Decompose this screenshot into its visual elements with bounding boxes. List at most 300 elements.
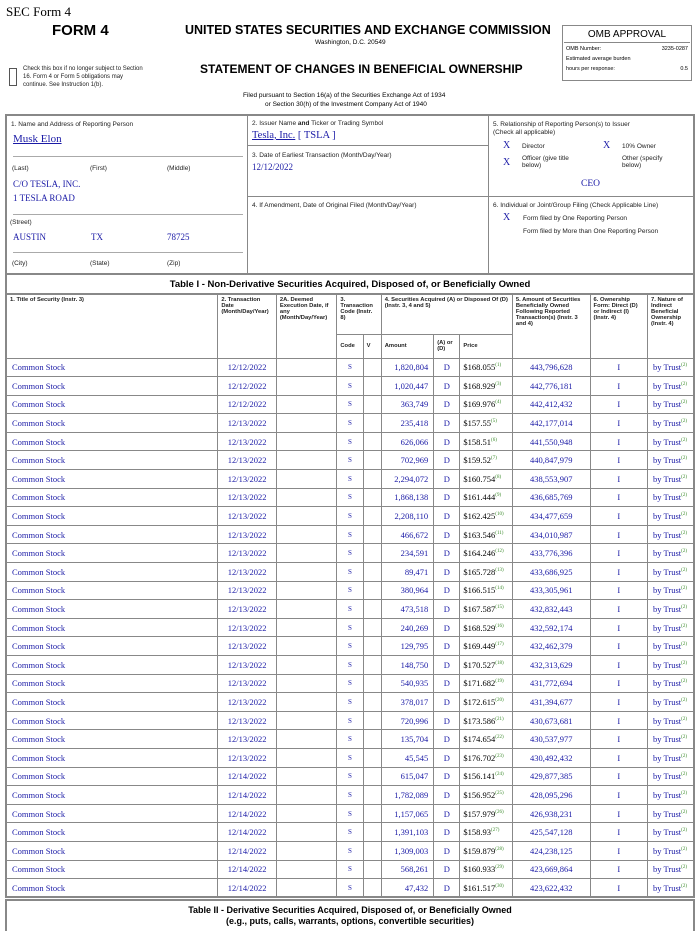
nature-footnote: (2)	[681, 623, 687, 629]
table-row	[6, 358, 694, 377]
nature-footnote: (2)	[681, 698, 687, 704]
nature-footnote: (2)	[681, 437, 687, 443]
transaction-v	[363, 823, 381, 842]
amount-owned: 432,832,443	[512, 600, 590, 619]
security-title: Common Stock	[6, 563, 218, 582]
table1-title: Table I - Non-Derivative Securities Acquired, Disposed of, or Beneficially Owned	[5, 275, 695, 295]
amount: 47,432	[381, 879, 433, 898]
price-footnote: (10)	[495, 512, 504, 518]
amount: 720,996	[381, 711, 433, 730]
transaction-date: 12/13/2022	[218, 600, 277, 619]
table-row	[6, 563, 694, 582]
transaction-code: S	[337, 879, 363, 898]
nature-footnote: (2)	[681, 363, 687, 369]
transaction-date: 12/13/2022	[218, 693, 277, 712]
transaction-v	[363, 414, 381, 433]
nature-cell	[648, 470, 694, 489]
price-cell	[460, 730, 512, 749]
price-footnote: (19)	[495, 679, 504, 685]
amount-owned: 442,776,181	[512, 377, 590, 396]
deemed-execution-date	[276, 432, 337, 451]
price-cell	[460, 841, 512, 860]
nature-cell	[648, 767, 694, 786]
price-cell	[460, 488, 512, 507]
deemed-execution-date	[276, 414, 337, 433]
transaction-v	[363, 358, 381, 377]
security-title: Common Stock	[6, 581, 218, 600]
header-nature-indirect: 7. Nature of Indirect Beneficial Ownership (Instr. 4)	[648, 294, 694, 358]
table-row	[6, 786, 694, 805]
transaction-v	[363, 767, 381, 786]
deemed-execution-date	[276, 358, 337, 377]
ownership-form: I	[590, 879, 648, 898]
nature-footnote: (2)	[681, 642, 687, 648]
price: $165.728	[463, 566, 496, 577]
director-checkmark[interactable]: X	[503, 140, 511, 151]
transaction-v	[363, 674, 381, 693]
box4-amendment	[248, 197, 489, 275]
table2-title: Table II - Derivative Securities Acquired, Disposed of, or Beneficially Owned	[188, 905, 512, 915]
nature-cell	[648, 804, 694, 823]
security-title: Common Stock	[6, 451, 218, 470]
amount-owned: 425,547,128	[512, 823, 590, 842]
box1-reporting-person	[7, 116, 248, 275]
state-label: (State)	[90, 260, 110, 267]
nature: by Trust	[653, 473, 682, 484]
deemed-execution-date	[276, 600, 337, 619]
amount-owned: 433,686,925	[512, 563, 590, 582]
transaction-v	[363, 637, 381, 656]
price: $161.517	[463, 882, 496, 893]
amount: 240,269	[381, 618, 433, 637]
price-cell	[460, 748, 512, 767]
amount: 1,782,089	[381, 786, 433, 805]
street-line2: 1 TESLA ROAD	[13, 193, 75, 203]
table-row	[6, 730, 694, 749]
amount: 615,047	[381, 767, 433, 786]
price: $162.425	[463, 511, 496, 522]
nature: by Trust	[653, 845, 682, 856]
ownership-form: I	[590, 414, 648, 433]
nature-cell	[648, 879, 694, 898]
box4-label: 4. If Amendment, Date of Original Filed (Month/Day/Year)	[252, 202, 417, 209]
header-price: Price	[460, 334, 512, 358]
acquired-or-disposed: D	[434, 414, 460, 433]
transaction-date: 12/14/2022	[218, 841, 277, 860]
deemed-execution-date	[276, 488, 337, 507]
transaction-date: 12/13/2022	[218, 432, 277, 451]
transaction-code: S	[337, 470, 363, 489]
transaction-code: S	[337, 674, 363, 693]
transaction-v	[363, 804, 381, 823]
security-title: Common Stock	[6, 823, 218, 842]
price: $164.246	[463, 548, 496, 559]
ownership-form: I	[590, 488, 648, 507]
table-row	[6, 581, 694, 600]
ownership-form: I	[590, 618, 648, 637]
deemed-execution-date	[276, 823, 337, 842]
ownership-form: I	[590, 730, 648, 749]
header-code: Code	[337, 334, 363, 358]
nature-cell	[648, 860, 694, 879]
price-cell	[460, 470, 512, 489]
transaction-date: 12/13/2022	[218, 581, 277, 600]
amount-owned: 430,673,681	[512, 711, 590, 730]
transaction-date: 12/14/2022	[218, 860, 277, 879]
acquired-or-disposed: D	[434, 656, 460, 675]
reporting-person-name-link[interactable]: Musk Elon	[13, 133, 62, 145]
price-cell	[460, 711, 512, 730]
header-amount: Amount	[381, 334, 433, 358]
nature: by Trust	[653, 492, 682, 503]
price-cell	[460, 581, 512, 600]
deemed-execution-date	[276, 507, 337, 526]
price-cell	[460, 693, 512, 712]
amount: 1,309,003	[381, 841, 433, 860]
price: $159.52	[463, 455, 492, 466]
nature-cell	[648, 525, 694, 544]
transaction-date: 12/13/2022	[218, 748, 277, 767]
form-title: FORM 4	[52, 22, 109, 39]
header-a-or-d: (A) or (D)	[434, 334, 460, 358]
nature-cell	[648, 748, 694, 767]
box2-label-pre: 2. Issuer Name	[252, 120, 298, 127]
price-cell	[460, 600, 512, 619]
ownership-form: I	[590, 377, 648, 396]
table-row	[6, 711, 694, 730]
ownership-form: I	[590, 358, 648, 377]
price-cell	[460, 767, 512, 786]
amount-owned: 434,477,659	[512, 507, 590, 526]
nature: by Trust	[653, 734, 682, 745]
price-cell	[460, 451, 512, 470]
nature-cell	[648, 395, 694, 414]
one-person-checkmark[interactable]: X	[503, 212, 511, 223]
nature-footnote: (2)	[681, 660, 687, 666]
price: $168.055	[463, 362, 496, 373]
acquired-or-disposed: D	[434, 711, 460, 730]
transaction-date: 12/13/2022	[218, 618, 277, 637]
price-footnote: (27)	[491, 828, 500, 834]
acquired-or-disposed: D	[434, 748, 460, 767]
acquired-or-disposed: D	[434, 470, 460, 489]
deemed-execution-date	[276, 711, 337, 730]
table-row	[6, 377, 694, 396]
security-title: Common Stock	[6, 860, 218, 879]
transaction-date: 12/13/2022	[218, 711, 277, 730]
nature: by Trust	[653, 771, 682, 782]
box1-label: 1. Name and Address of Reporting Person	[11, 121, 134, 128]
acquired-or-disposed: D	[434, 525, 460, 544]
agency-title: UNITED STATES SECURITIES AND EXCHANGE COMMISSION	[185, 23, 551, 37]
ten-percent-owner-label: 10% Owner	[622, 143, 656, 150]
transaction-code: S	[337, 656, 363, 675]
table-row	[6, 525, 694, 544]
acquired-or-disposed: D	[434, 804, 460, 823]
zip-label: (Zip)	[167, 260, 181, 267]
deemed-execution-date	[276, 525, 337, 544]
nature-cell	[648, 581, 694, 600]
price-cell	[460, 358, 512, 377]
security-title: Common Stock	[6, 637, 218, 656]
price-footnote: (6)	[491, 437, 497, 443]
amount: 473,518	[381, 600, 433, 619]
omb-number-label: OMB Number:	[566, 46, 602, 52]
transaction-v	[363, 563, 381, 582]
nature-cell	[648, 488, 694, 507]
ownership-form: I	[590, 656, 648, 675]
transaction-v	[363, 451, 381, 470]
price-footnote: (8)	[495, 475, 502, 481]
acquired-or-disposed: D	[434, 581, 460, 600]
security-title: Common Stock	[6, 879, 218, 898]
ownership-form: I	[590, 507, 648, 526]
amount: 568,261	[381, 860, 433, 879]
transaction-code: S	[337, 525, 363, 544]
ownership-form: I	[590, 841, 648, 860]
nature: by Trust	[653, 789, 682, 800]
earliest-transaction-date: 12/12/2022	[252, 162, 294, 172]
nature-footnote: (2)	[681, 475, 687, 481]
officer-label: Officer (give title below)	[522, 155, 569, 169]
price-footnote: (23)	[495, 753, 504, 759]
transaction-code: S	[337, 395, 363, 414]
acquired-or-disposed: D	[434, 395, 460, 414]
nature-footnote: (2)	[681, 809, 687, 815]
price-footnote: (26)	[495, 809, 504, 815]
price: $176.702	[463, 752, 496, 763]
ticker: [ TSLA ]	[297, 130, 336, 141]
table-row	[6, 618, 694, 637]
amount: 2,294,072	[381, 470, 433, 489]
transaction-v	[363, 748, 381, 767]
omb-approval-box	[562, 25, 692, 81]
nature-footnote: (2)	[681, 828, 687, 834]
ownership-form: I	[590, 637, 648, 656]
table-row	[6, 767, 694, 786]
price-footnote: (28)	[495, 846, 504, 852]
transaction-v	[363, 879, 381, 898]
price: $170.527	[463, 659, 496, 670]
security-title: Common Stock	[6, 377, 218, 396]
box5-relationship	[489, 116, 695, 197]
amount-owned: 436,685,769	[512, 488, 590, 507]
table-row	[6, 748, 694, 767]
nature-cell	[648, 637, 694, 656]
transaction-v	[363, 488, 381, 507]
table-row	[6, 637, 694, 656]
transaction-date: 12/12/2022	[218, 377, 277, 396]
transaction-code: S	[337, 637, 363, 656]
transaction-date: 12/13/2022	[218, 656, 277, 675]
price: $167.587	[463, 604, 496, 615]
ownership-form: I	[590, 395, 648, 414]
transaction-code: S	[337, 748, 363, 767]
issuer-link[interactable]: Tesla, Inc.	[252, 130, 296, 141]
price: $158.51	[463, 436, 492, 447]
security-title: Common Stock	[6, 618, 218, 637]
transaction-date: 12/13/2022	[218, 637, 277, 656]
price-footnote: (15)	[495, 605, 504, 611]
nature: by Trust	[653, 678, 682, 689]
table-row	[6, 600, 694, 619]
amount: 1,868,138	[381, 488, 433, 507]
price-footnote: (22)	[495, 735, 504, 741]
deemed-execution-date	[276, 804, 337, 823]
amount-owned: 423,669,864	[512, 860, 590, 879]
price-cell	[460, 507, 512, 526]
nature: by Trust	[653, 529, 682, 540]
amount: 540,935	[381, 674, 433, 693]
zip: 78725	[167, 232, 190, 242]
nature-cell	[648, 358, 694, 377]
nature: by Trust	[653, 715, 682, 726]
price-cell	[460, 786, 512, 805]
amount: 378,017	[381, 693, 433, 712]
security-title: Common Stock	[6, 841, 218, 860]
nature-footnote: (2)	[681, 549, 687, 555]
transaction-date: 12/13/2022	[218, 470, 277, 489]
deemed-execution-date	[276, 377, 337, 396]
acquired-or-disposed: D	[434, 730, 460, 749]
amount-owned: 432,462,379	[512, 637, 590, 656]
amount: 466,672	[381, 525, 433, 544]
price-footnote: (16)	[495, 623, 504, 629]
table2-title-block	[5, 899, 695, 931]
nature-footnote: (2)	[681, 791, 687, 797]
acquired-or-disposed: D	[434, 786, 460, 805]
nature: by Trust	[653, 436, 682, 447]
table-row	[6, 470, 694, 489]
deemed-execution-date	[276, 748, 337, 767]
amount-owned: 441,550,948	[512, 432, 590, 451]
nature-cell	[648, 414, 694, 433]
amount-owned: 433,305,961	[512, 581, 590, 600]
transaction-date: 12/13/2022	[218, 544, 277, 563]
amount-owned: 430,492,432	[512, 748, 590, 767]
amount: 626,066	[381, 432, 433, 451]
officer-checkmark[interactable]: X	[503, 157, 511, 168]
omb-number: 3235-0287	[661, 46, 688, 52]
transaction-date: 12/13/2022	[218, 488, 277, 507]
header-title-of-security: 1. Title of Security (Instr. 3)	[6, 294, 218, 358]
price-cell	[460, 432, 512, 451]
nature: by Trust	[653, 752, 682, 763]
acquired-or-disposed: D	[434, 544, 460, 563]
ownership-form: I	[590, 693, 648, 712]
price-footnote: (4)	[495, 400, 502, 406]
nature-footnote: (2)	[681, 865, 687, 871]
acquired-or-disposed: D	[434, 358, 460, 377]
price: $163.546	[463, 529, 496, 540]
transaction-date: 12/12/2022	[218, 358, 277, 377]
box6-filing-type	[489, 197, 695, 275]
header-deemed-execution-date: 2A. Deemed Execution Date, if any (Month/Day/Year)	[276, 294, 337, 358]
ownership-form: I	[590, 860, 648, 879]
table-row	[6, 507, 694, 526]
acquired-or-disposed: D	[434, 488, 460, 507]
transaction-code: S	[337, 432, 363, 451]
price-footnote: (18)	[495, 660, 504, 666]
state: TX	[91, 232, 103, 242]
nature-footnote: (2)	[681, 883, 687, 889]
amount: 235,418	[381, 414, 433, 433]
nature-cell	[648, 786, 694, 805]
nature-cell	[648, 432, 694, 451]
deemed-execution-date	[276, 674, 337, 693]
nature-cell	[648, 507, 694, 526]
price: $157.979	[463, 808, 496, 819]
nature-footnote: (2)	[681, 493, 687, 499]
nature: by Trust	[653, 659, 682, 670]
transaction-date: 12/14/2022	[218, 879, 277, 898]
table-row	[6, 823, 694, 842]
price-footnote: (13)	[495, 568, 504, 573]
box3-label: 3. Date of Earliest Transaction (Month/Day/Year)	[252, 152, 392, 159]
price: $173.586	[463, 715, 496, 726]
price-cell	[460, 823, 512, 842]
deemed-execution-date	[276, 544, 337, 563]
amount-owned: 423,622,432	[512, 879, 590, 898]
nature-cell	[648, 674, 694, 693]
nature: by Trust	[653, 362, 682, 373]
transaction-code: S	[337, 544, 363, 563]
transaction-date: 12/13/2022	[218, 674, 277, 693]
box2-label-post: Ticker or Trading Symbol	[309, 120, 384, 127]
ownership-form: I	[590, 525, 648, 544]
price-footnote: (14)	[495, 586, 504, 592]
nature-footnote: (2)	[681, 382, 687, 388]
amount-owned: 431,772,694	[512, 674, 590, 693]
price-cell	[460, 395, 512, 414]
nature: by Trust	[653, 548, 682, 559]
ownership-form: I	[590, 544, 648, 563]
deemed-execution-date	[276, 451, 337, 470]
price: $168.929	[463, 380, 496, 391]
security-title: Common Stock	[6, 488, 218, 507]
transaction-date: 12/13/2022	[218, 730, 277, 749]
security-title: Common Stock	[6, 507, 218, 526]
amount-owned: 438,553,907	[512, 470, 590, 489]
amount-owned: 433,776,396	[512, 544, 590, 563]
nature-cell	[648, 693, 694, 712]
nature-footnote: (2)	[681, 586, 687, 592]
price-footnote: (29)	[495, 865, 504, 871]
acquired-or-disposed: D	[434, 618, 460, 637]
ten-percent-owner-checkmark[interactable]: X	[603, 140, 611, 151]
acquired-or-disposed: D	[434, 841, 460, 860]
ownership-form: I	[590, 711, 648, 730]
amount-owned: 432,592,174	[512, 618, 590, 637]
city-label: (City)	[12, 260, 28, 267]
table-row	[6, 395, 694, 414]
transaction-v	[363, 600, 381, 619]
amount-owned: 432,313,629	[512, 656, 590, 675]
nature: by Trust	[653, 827, 682, 838]
transaction-v	[363, 525, 381, 544]
transaction-code: S	[337, 377, 363, 396]
no-longer-subject-checkbox[interactable]	[9, 68, 17, 86]
price: $168.529	[463, 622, 496, 633]
table2-subtitle: (e.g., puts, calls, warrants, options, convertible securities)	[225, 916, 475, 926]
amount: 129,795	[381, 637, 433, 656]
deemed-execution-date	[276, 860, 337, 879]
deemed-execution-date	[276, 693, 337, 712]
transaction-date: 12/13/2022	[218, 451, 277, 470]
amount-owned: 429,877,385	[512, 767, 590, 786]
price-cell	[460, 377, 512, 396]
price: $156.141	[463, 771, 496, 782]
